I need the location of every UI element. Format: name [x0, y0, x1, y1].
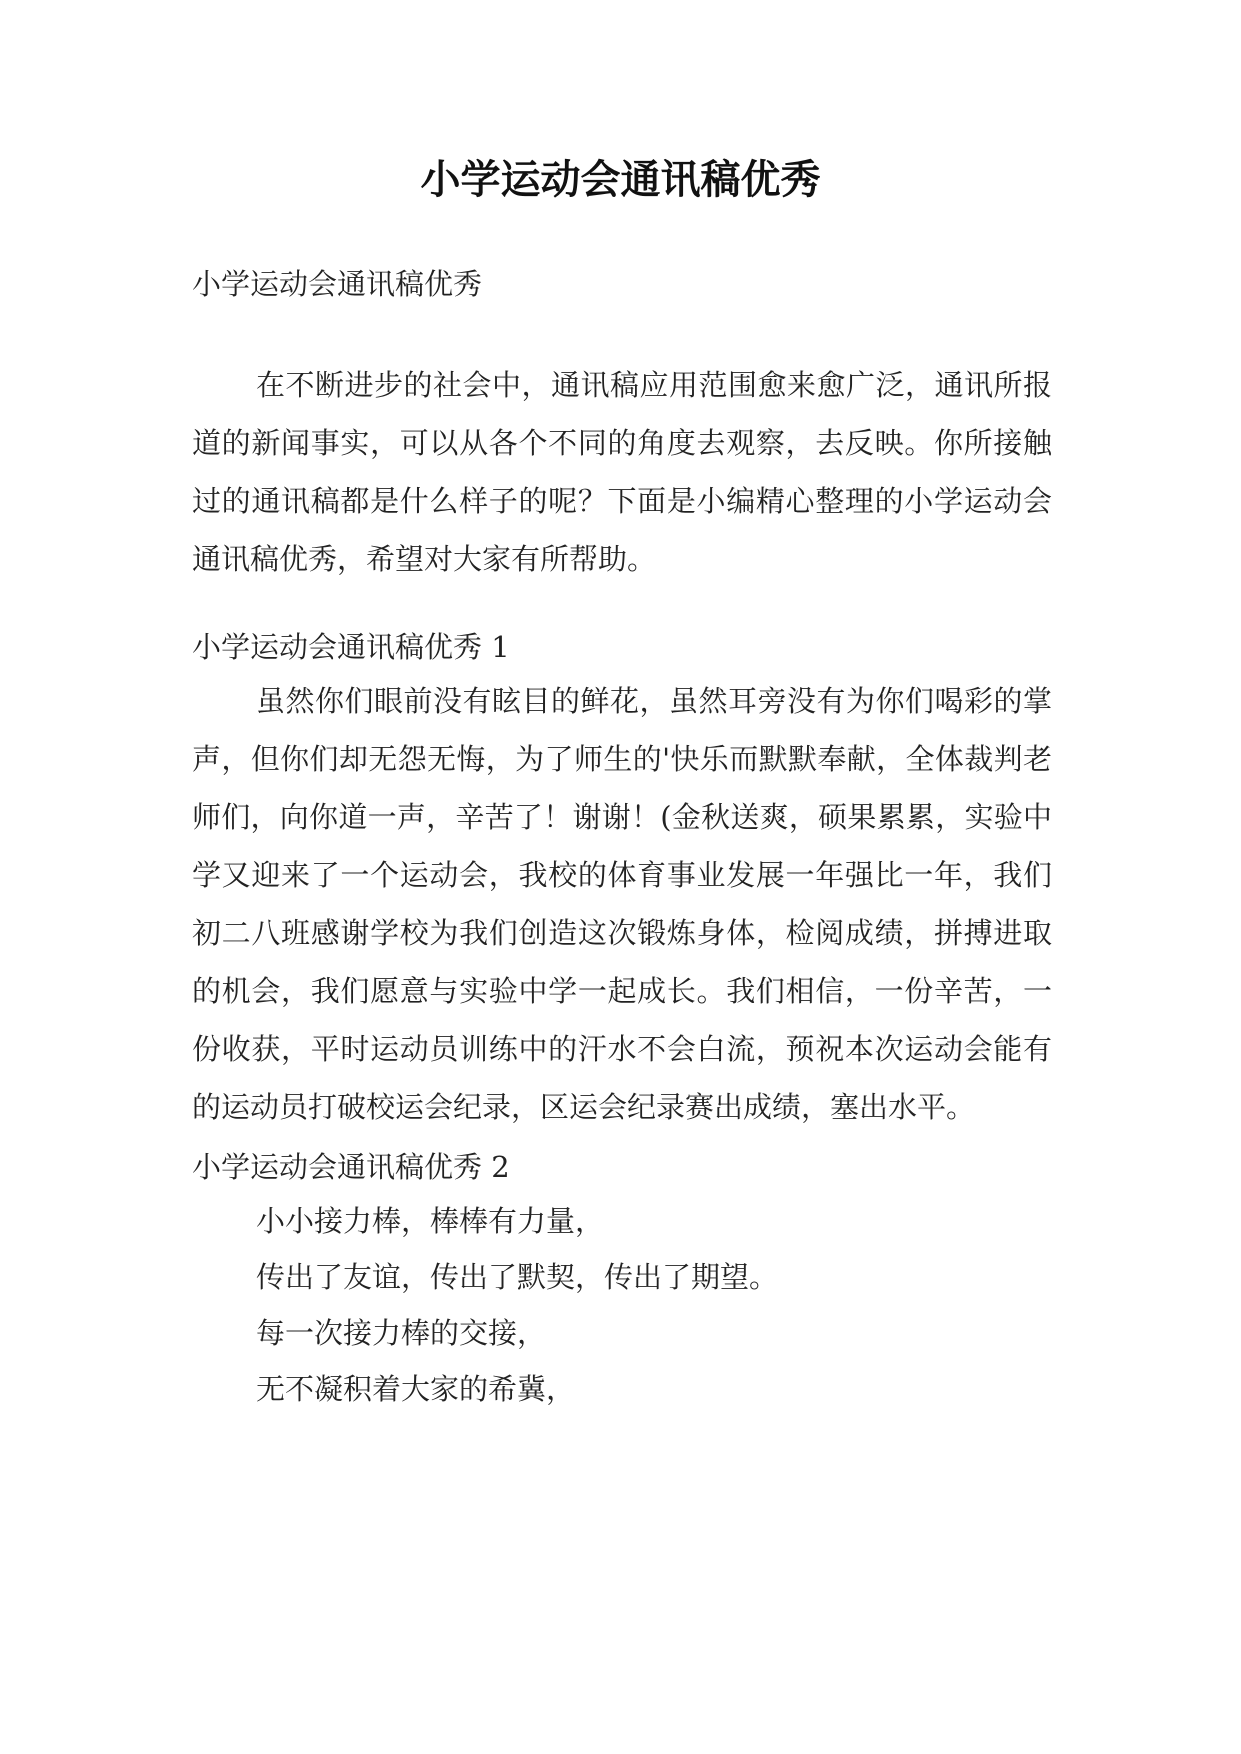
verse-line: 每一次接力棒的交接， — [256, 1316, 547, 1350]
document-title: 小学运动会通讯稿优秀 — [420, 156, 821, 203]
section-1-body: 虽然你们眼前没有眩目的鲜花，虽然耳旁没有为你们喝彩的掌声，但你们却无怨无悔，为了师生的'快乐而默默奉献，全体裁判老师们，向你道一声，辛苦了！谢谢！(金秋送爽，硕果累累，实验中学又迎来了一个运动会，我校的体育事业发展一年强比一年，我们初二八班感谢学校为我们创造这次锻炼身体，检阅成绩，拼搏进取的机会，我们愿意与实验中学一起成长。我们相信，一份辛苦，一份收获，平时运动员训练中的汗水不会白流，预祝本次运动会能有的运动员打破校运会纪录，区运会纪录赛出成绩，塞出水平。 — [192, 684, 1052, 1124]
section-2-heading: 小学运动会通讯稿优秀 2 — [192, 1150, 510, 1184]
verse-line: 传出了友谊，传出了默契，传出了期望。 — [256, 1260, 779, 1294]
verse-line: 小小接力棒，棒棒有力量， — [256, 1204, 605, 1238]
section-1-heading: 小学运动会通讯稿优秀 1 — [192, 630, 510, 664]
intro-paragraph: 在不断进步的社会中，通讯稿应用范围愈来愈广泛，通讯所报道的新闻事实，可以从各个不同的角度去观察，去反映。你所接触过的通讯稿都是什么样子的呢？下面是小编精心整理的小学运动会通讯稿优秀，希望对大家有所帮助。 — [192, 368, 1052, 576]
verse-line: 无不凝积着大家的希冀， — [256, 1372, 576, 1406]
document-subtitle: 小学运动会通讯稿优秀 — [192, 267, 483, 301]
